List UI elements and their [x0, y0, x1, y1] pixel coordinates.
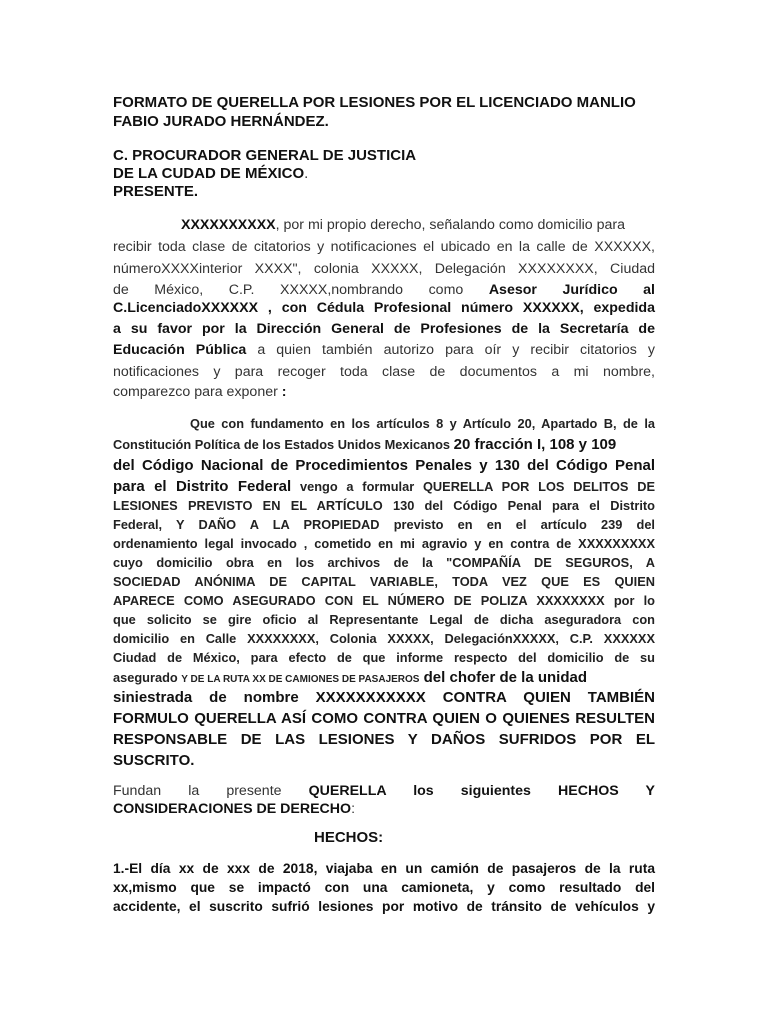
- foundation-line-7: ordenamiento legal invocado , cometido en mi agravio y en contra de XXXXXXXXX: [113, 536, 655, 551]
- fact-line-1: 1.-El día xx de xxx de 2018, viajaba en un camión de pasajeros de la ruta: [113, 861, 655, 876]
- fact-line-3: accidente, el suscrito sufrió lesiones por motivo de tránsito de vehículos y: [113, 899, 655, 914]
- foundation-line-5: LESIONES PREVISTO EN EL ARTÍCULO 130 del Código Penal para el Distrito: [113, 498, 655, 513]
- foundation-line-1: Que con fundamento en los artículos 8 y Artículo 20, Apartado B, de la: [190, 416, 655, 431]
- grounds-line-2: CONSIDERACIONES DE DERECHO:: [113, 801, 356, 817]
- foundation-line-10: APARECE COMO ASEGURADO CON EL NÚMERO DE POLIZA XXXXXXXX por lo: [113, 593, 655, 608]
- foundation-line-9: SOCIEDAD ANÓNIMA DE CAPITAL VARIABLE, TODA VEZ QUE ES QUIEN: [113, 574, 655, 589]
- intro-line-5: C.LicenciadoXXXXXX , con Cédula Profesional número XXXXXX, expedida: [113, 300, 655, 316]
- foundation-line-12: domicilio en Calle XXXXXXXX, Colonia XXXXX, DelegaciónXXXXX, C.P. XXXXXX: [113, 631, 655, 646]
- addressee-line-2: DE LA CUDAD DE MÉXICO.: [113, 165, 309, 182]
- intro-line-7: Educación Pública a quien también autorizo para oír y recibir citatorios y: [113, 342, 655, 358]
- foundation-line-18: SUSCRITO.: [113, 752, 195, 769]
- addressee-line-3: PRESENTE.: [113, 183, 199, 200]
- document-title-line-2: FABIO JURADO HERNÁNDEZ.: [113, 113, 329, 130]
- addressee-line-1: C. PROCURADOR GENERAL DE JUSTICIA: [113, 147, 417, 164]
- intro-line-9: comparezco para exponer :: [113, 384, 287, 400]
- foundation-line-16: FORMULO QUERELLA ASÍ COMO CONTRA QUIEN O QUIENES RESULTEN: [113, 710, 655, 727]
- foundation-line-4: para el Distrito Federal vengo a formular QUERELLA POR LOS DELITOS DE: [113, 478, 655, 495]
- foundation-line-15: siniestrada de nombre XXXXXXXXXXX CONTRA QUIEN TAMBIÉN: [113, 689, 655, 706]
- intro-line-4: de México, C.P. XXXXX,nombrando como Asesor Jurídico al: [113, 282, 655, 298]
- foundation-line-3: del Código Nacional de Procedimientos Penales y 130 del Código Penal: [113, 457, 655, 474]
- document-title-line-1: FORMATO DE QUERELLA POR LESIONES POR EL LICENCIADO MANLIO: [113, 94, 636, 111]
- foundation-line-14: asegurado Y DE LA RUTA XX DE CAMIONES DE PASAJEROS del chofer de la unidad: [113, 669, 587, 686]
- foundation-line-17: RESPONSABLE DE LAS LESIONES Y DAÑOS SUFRIDOS POR EL: [113, 731, 655, 748]
- intro-line-6: a su favor por la Dirección General de Profesiones de la Secretaría de: [113, 321, 655, 337]
- intro-line-1: XXXXXXXXXX, por mi propio derecho, señalando como domicilio para: [181, 217, 626, 233]
- foundation-line-2: Constitución Política de los Estados Unidos Mexicanos 20 fracción I, 108 y 109: [113, 436, 617, 453]
- intro-line-8: notificaciones y para recoger toda clase de documentos a mi nombre,: [113, 364, 655, 380]
- intro-line-2: recibir toda clase de citatorios y notificaciones el ubicado en la calle de XXXXXX,: [113, 239, 655, 255]
- grounds-line-1: Fundan la presente QUERELLA los siguientes HECHOS Y: [113, 783, 655, 799]
- foundation-line-13: Ciudad de México, para efecto de que informe respecto del domicilio de su: [113, 650, 655, 665]
- intro-line-3: númeroXXXXinterior XXXX", colonia XXXXX, Delegación XXXXXXXX, Ciudad: [113, 261, 655, 277]
- hechos-heading: HECHOS:: [314, 829, 384, 846]
- foundation-line-8: cuyo domicilio obra en los archivos de la "COMPAÑÍA DE SEGUROS, A: [113, 555, 655, 570]
- foundation-line-11: que solicito se gire oficio al Representante Legal de dicha aseguradora con: [113, 612, 655, 627]
- foundation-line-6: Federal, Y DAÑO A LA PROPIEDAD previsto en en el artículo 239 del: [113, 517, 655, 532]
- fact-line-2: xx,mismo que se impactó con una camioneta, y como resultado del: [113, 880, 655, 895]
